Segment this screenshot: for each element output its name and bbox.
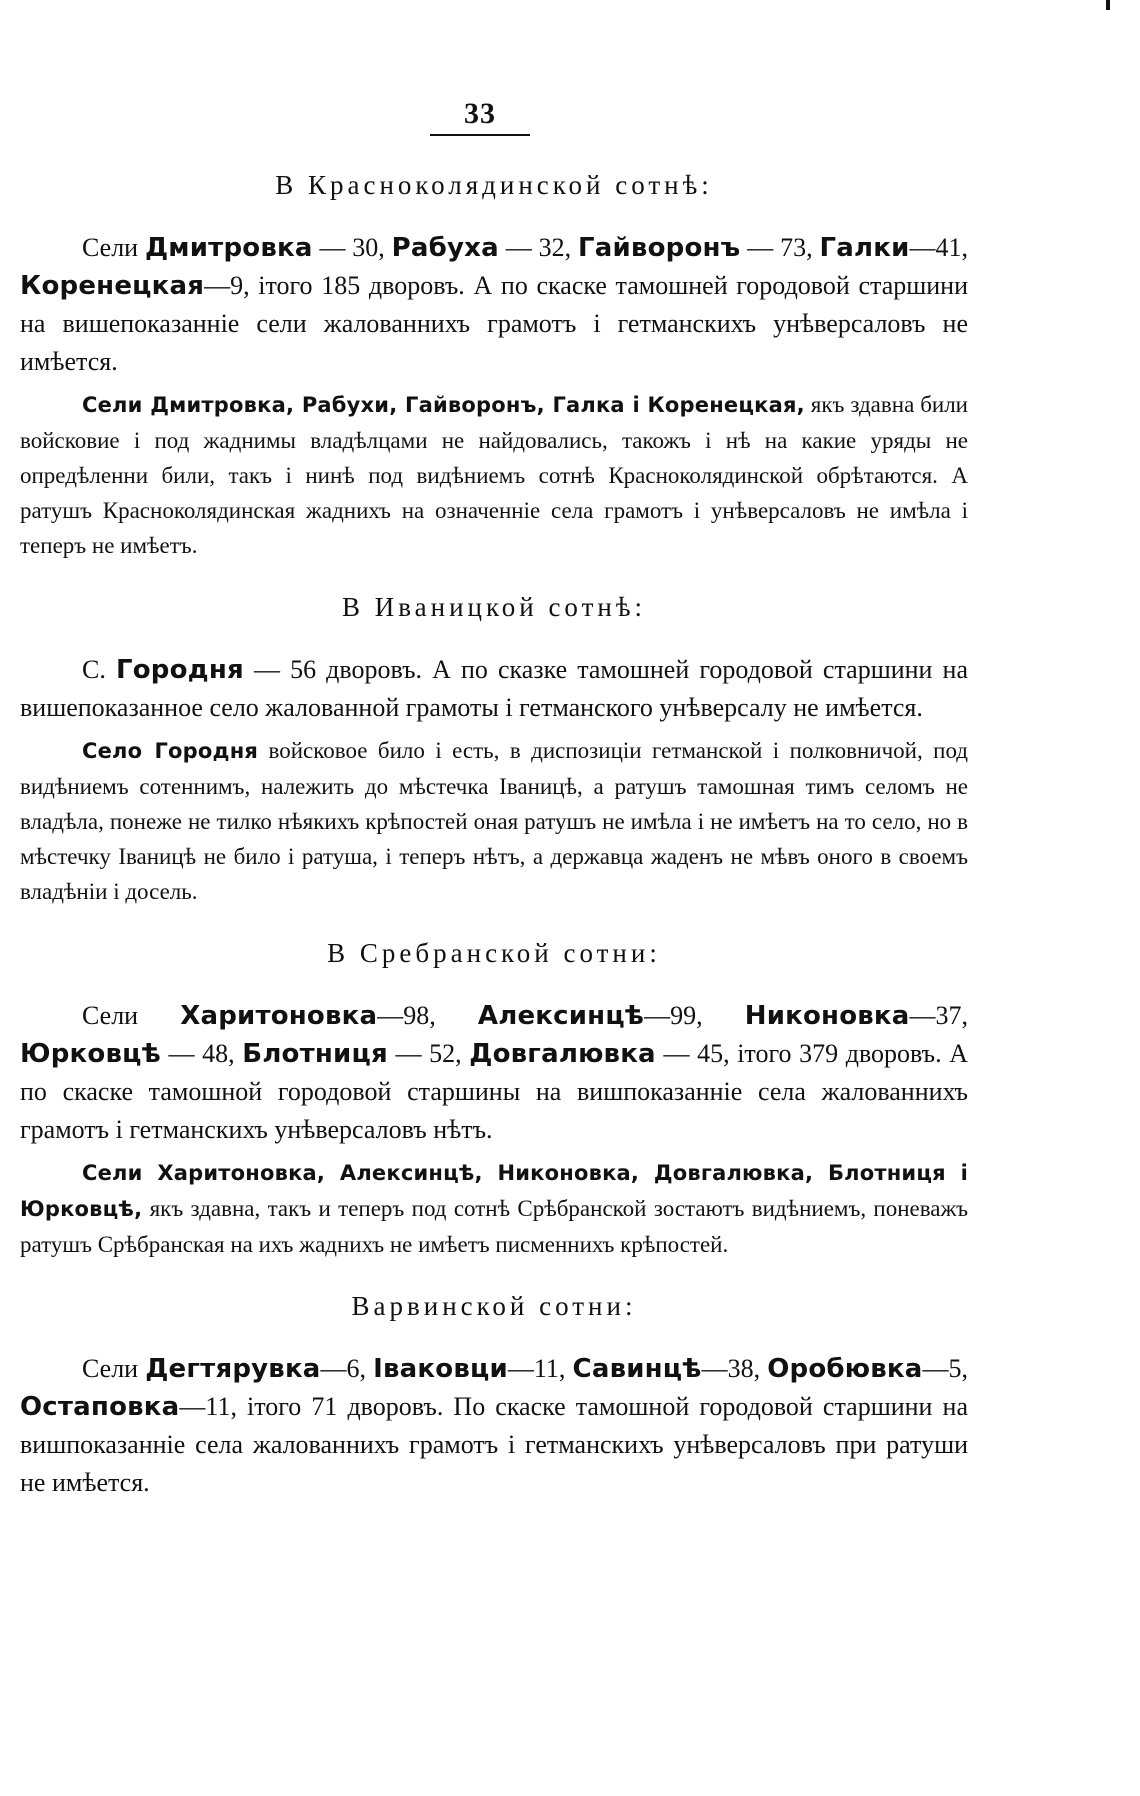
- status-paragraph: [20, 733, 968, 909]
- text-run: —37,: [909, 1001, 969, 1030]
- text-run: —11,: [507, 1354, 573, 1383]
- bold-run: Сели Дмитровка, Рабухи, Гайворонъ, Галка i Коренецкая,: [82, 393, 805, 417]
- section-heading: В Иваницкой сотнѣ:: [342, 592, 646, 622]
- text-run: Сели: [82, 1354, 146, 1383]
- page-content: [20, 165, 968, 1508]
- text-run: —38,: [701, 1354, 768, 1383]
- text-run: — 48,: [160, 1039, 243, 1068]
- text-run: —41,: [909, 233, 969, 262]
- bold-run: Алексинцѣ: [477, 1001, 645, 1031]
- villages-paragraph: [20, 1350, 968, 1502]
- corner-ink-mark: [1106, 0, 1110, 10]
- text-run: —5,: [922, 1354, 968, 1383]
- text-run: войсковое било i есть, в диспозицiи гетманской i полковничой, под видѣниемъ сотеннимъ, належить до мѣстечка Iваницѣ, а ратушъ тамошная тимъ селомъ не владѣла, понеже не тилко нѣякихъ крѣпостей оная ратушъ не имѣла i не имѣетъ на то село, но в мѣстечку Iваницѣ не било i ратуша, i теперъ нѣтъ, а державца жаденъ не мѣвъ оного в своемъ владѣнiи i досель.: [20, 738, 968, 904]
- bold-run: Никоновка: [744, 1001, 910, 1031]
- text-run: —99,: [644, 1001, 745, 1030]
- bold-run: Гайворонъ: [577, 233, 741, 263]
- villages-paragraph: [20, 229, 968, 381]
- bold-run: Савинцѣ: [572, 1354, 702, 1384]
- bold-run: Коренецкая: [20, 271, 205, 301]
- text-run: — 45, iтого 379 дворовъ. А по скаске тамошной городовой старшины на вишпоказаннiе села жалованнихъ грамотъ i гетманскихъ унѣверсаловъ нѣтъ.: [20, 1039, 969, 1144]
- section-krasnokolyadinska: [20, 165, 968, 563]
- text-run: — 52,: [387, 1039, 470, 1068]
- section-heading: В Сребранской сотни:: [327, 938, 661, 968]
- text-run: — 30,: [312, 233, 392, 262]
- text-run: —11, iтого 71 дворовъ. По скаске тамошной городовой старшини на вишпоказаннiе села жалованнихъ грамотъ i гетманскихъ унѣверсаловъ при ратуши не имѣется.: [20, 1392, 968, 1497]
- bold-run: Дмитровка: [144, 233, 313, 263]
- text-run: —6,: [320, 1354, 374, 1383]
- villages-paragraph: [20, 997, 968, 1149]
- text-run: — 73,: [740, 233, 820, 262]
- bold-run: Оробювка: [767, 1354, 923, 1384]
- status-paragraph: [20, 387, 968, 563]
- text-run: — 56 дворовъ. А по сказке тамошней городовой старшини на вишепоказанное село жалованной грамоты i гетманского унѣверсалу не имѣется.: [20, 655, 968, 722]
- bold-run: Галки: [819, 233, 910, 263]
- villages-paragraph: [20, 651, 968, 727]
- text-run: — 32,: [498, 233, 578, 262]
- bold-run: Рабуха: [391, 233, 499, 263]
- status-paragraph: [20, 1155, 968, 1262]
- bold-run: Остаповка: [20, 1392, 180, 1422]
- page-number: 33: [430, 96, 530, 136]
- text-run: С.: [82, 655, 116, 684]
- section-ivanytska: [20, 587, 968, 909]
- bold-run: Село Городня: [82, 739, 259, 763]
- text-run: Сели: [82, 233, 145, 262]
- bold-run: Харитоновка: [180, 1001, 378, 1031]
- bold-run: Блотниця: [242, 1039, 388, 1069]
- bold-run: Сели Харитоновка, Алексинцѣ, Никоновка, Довгалювка, Блотниця i Юрковцѣ,: [20, 1161, 968, 1221]
- text-run: Сели: [82, 1001, 181, 1030]
- section-varvynska: [20, 1286, 968, 1502]
- text-run: якъ здавна били войсковие i под жаднимы владѣлцами не найдовались, такожъ i нѣ на какие уряды не опредѣленни били, такъ i нинѣ под видѣниемъ сотнѣ Красноколядинской обрѣтаются. А ратушъ Красноколядинская жаднихъ на означеннiе села грамотъ i унѣверсаловъ не имѣла i теперъ не имѣетъ.: [20, 392, 968, 558]
- text-run: якъ здавна, такъ и теперъ под сотнѣ Срѣбранской зостаютъ видѣниемъ, поневажъ ратушъ Срѣбранская на ихъ жаднихъ не имѣетъ писменнихъ крѣпостей.: [20, 1196, 968, 1257]
- text-run: —9, iтого 185 дворовъ. А по скаске тамошней городовой старшини на вишепоказаннiе сели жалованнихъ грамотъ i гетманскихъ унѣверсаловъ не имѣется.: [20, 271, 968, 376]
- bold-run: Довгалювка: [469, 1039, 656, 1069]
- section-heading: В Красноколядинской сотнѣ:: [275, 170, 713, 200]
- bold-run: Городня: [115, 655, 244, 685]
- bold-run: Дегтярувка: [145, 1354, 321, 1384]
- bold-run: Юрковцѣ: [20, 1039, 161, 1069]
- section-heading: Варвинской сотни:: [351, 1291, 637, 1321]
- text-run: —98,: [377, 1001, 478, 1030]
- bold-run: Iваковци: [373, 1354, 508, 1384]
- section-srebranska: [20, 933, 968, 1262]
